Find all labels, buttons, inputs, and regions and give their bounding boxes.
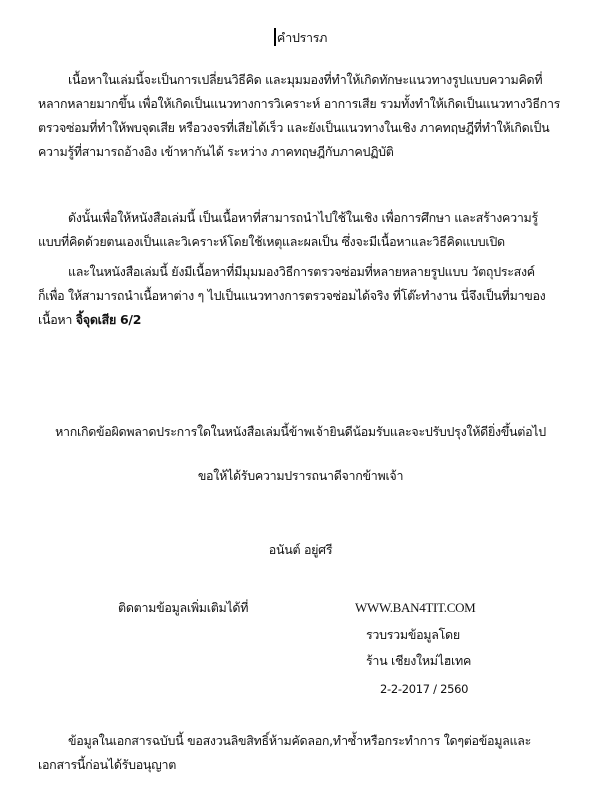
author-name: อนันต์ อยู่ศรี	[268, 542, 333, 557]
page-title: คำปรารภ	[0, 28, 601, 46]
paragraph-3-line-3: เนื้อหา จิ้จุดเสีย 6/2	[38, 312, 142, 327]
date-text: 2-2-2017 / 2560	[380, 682, 469, 696]
paragraph-1-line-1: เนื้อหาในเล่มนี้จะเป็นการเปลี่ยนวิธีคิด และมุมมองที่ทำให้เกิดทักษะแนวทางรูปแบบความคิดที่	[68, 72, 543, 87]
paragraph-1-line-4: ความรู้ที่สามารถอ้างอิง เข้าหากันได้ ระหว่าง ภาคทฤษฎีกับภาคปฏิบัติ	[38, 144, 394, 159]
bold-reference: จิ้จุดเสีย 6/2	[75, 312, 142, 327]
follow-label: ติดตามข้อมูลเพิ่มเติมได้ที่	[118, 600, 249, 615]
paragraph-2-line-2: แบบที่คิดด้วยตนเองเป็นและวิเคราะห์โดยใช้เหตุและผลเป็น ซึ่งจะมีเนื้อหาและวิธีคิดแบบเปิด	[38, 234, 505, 249]
copyright-line-1: ข้อมูลในเอกสารฉบับนี้ ขอสงวนลิขสิทธิ์ห้ามคัดลอก,ทำซ้ำหรือกระทำการ ใดๆต่อข้อมูลและ	[68, 733, 532, 748]
text-cursor	[274, 28, 276, 46]
paragraph-3-line-2: ก็เพื่อ ให้สามารถนำเนื้อหาต่าง ๆ ไปเป็นแนวทางการตรวจซ่อมได้จริง ที่โต๊ะทำงาน นี่จึงเป็นที่มาของ	[38, 288, 546, 303]
shop-name: ร้าน เชียงใหม่ไฮเทค	[366, 653, 472, 668]
apology-text: หากเกิดข้อผิดพลาดประการใดในหนังสือเล่มนี้ข้าพเจ้ายินดีน้อมรับและจะปรับปรุงให้ดียิ่งขึ้นต่อไป	[55, 424, 546, 439]
website-link[interactable]: WWW.BAN4TIT.COM	[355, 600, 476, 615]
paragraph-2-line-1: ดังนั้นเพื่อให้หนังสือเล่มนี้ เป็นเนื้อหาที่สามารถนำไปใช้ในเชิง เพื่อการศึกษา และสร้างความรู้	[68, 210, 538, 225]
wish-text: ขอให้ได้รับความปรารถนาดีจากข้าพเจ้า	[197, 468, 404, 483]
paragraph-3-line-1: และในหนังสือเล่มนี้ ยังมีเนื้อหาที่มีมุมมองวิธีการตรวจซ่อมที่หลายหลายรูปแบบ วัตถุประสงค์	[68, 264, 535, 279]
copyright-line-2: เอกสารนี้ก่อนได้รับอนุญาต	[38, 757, 177, 772]
paragraph-1-line-3: ตรวจซ่อมที่ทำให้พบจุดเสีย หรือวงจรที่เสียได้เร็ว และยังเป็นแนวทางในเชิง ภาคทฤษฎีที่ทำให้เกิดเป็น	[38, 120, 550, 135]
paragraph-1-line-2: หลากหลายมากขึ้น เพื่อให้เกิดเป็นแนวทางการวิเคราะห์ อาการเสีย รวมทั้งทำให้เกิดเป็นแนวทางวิธีการ	[38, 96, 561, 111]
compiled-by-label: รวบรวมข้อมูลโดย	[366, 627, 460, 642]
